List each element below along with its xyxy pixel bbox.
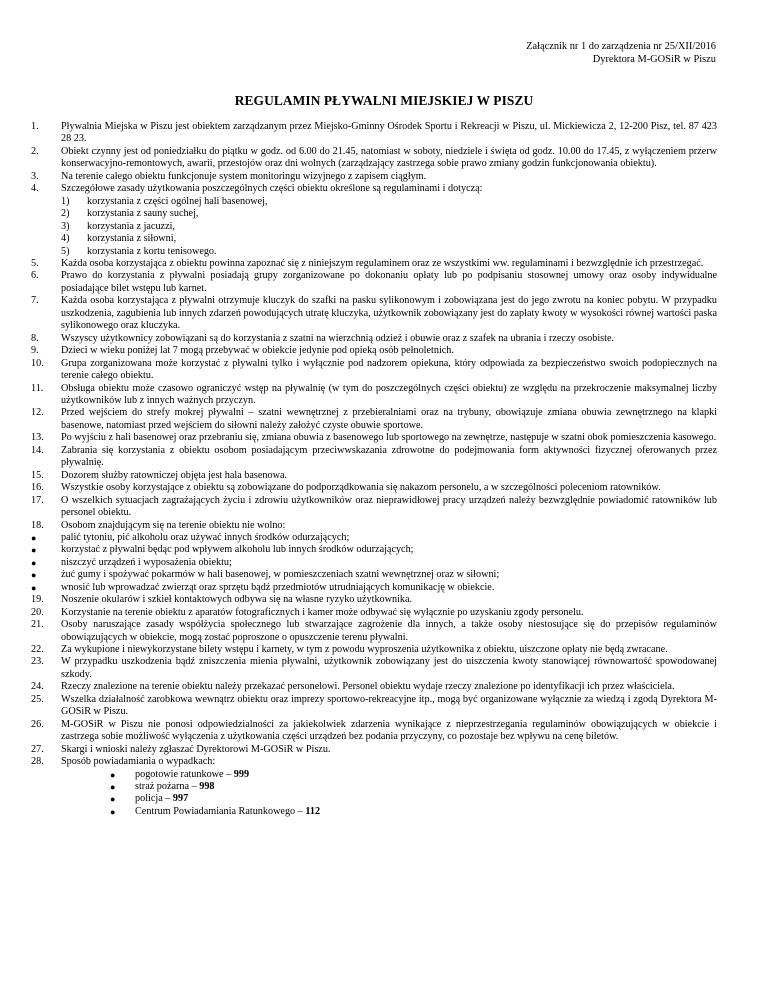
item-number: 22. <box>31 644 44 656</box>
item-text-content: Obiekt czynny jest od poniedziałku do piątku w godz. od 6.00 do 21.45, natomiast w soboty, niedziele i święta od godz. 10.00 do 17.45, z wyłączeniem przerw konserwacyjno-remontowych, awarii, przestojów oraz dni wolnych (zarządzający zastrzega sobie prawo zmiany godzin funkcjonowania obiektu). <box>61 145 717 170</box>
list-item <box>31 694 717 719</box>
item-text-content: Osobom znajdującym się na terenie obiektu nie wolno: <box>61 519 286 531</box>
item-number: 25. <box>31 693 44 705</box>
item-text-content: Każda osoba korzystająca z obiektu powinna zapoznać się z niniejszym regulaminem oraz ze wszystkimi ww. regulaminami i bezwzględnie ich przestrzegać. <box>61 257 704 269</box>
item-text <box>61 295 717 332</box>
contact-number: 999 <box>233 768 250 780</box>
item-number: 13. <box>31 432 44 444</box>
sub-item-text: korzystania z kortu tenisowego. <box>87 245 217 257</box>
contact-number: 997 <box>172 793 189 805</box>
item-text <box>61 121 717 146</box>
item-text-content: Przed wejściem do strefy mokrej pływalni – szatni wewnętrznej z przebieralniami oraz na trybuny, obowiązuje zmiana obuwia zewnętrznego na klapki basenowe, natomiast przed wejściem do siłowni należy założyć czyste obuwie sportowe. <box>61 407 717 431</box>
regulations-list <box>31 121 717 818</box>
item-number: 10. <box>31 357 44 369</box>
item-text-content: Osoby naruszające zasady współżycia społecznego lub stwarzające zagrożenie dla innych, a także osoby niestosujące się do przepisów regulaminów obowiązujących w obiekcie, mogą zostać poproszone o opuszczenie terenu pływalni. <box>61 619 717 643</box>
item-text <box>61 358 717 383</box>
item-text <box>61 681 717 693</box>
sub-item <box>61 196 717 208</box>
list-item <box>31 407 717 432</box>
bullet-icon: ● <box>110 806 116 817</box>
item-text <box>61 619 717 644</box>
item-number: 11. <box>31 382 44 394</box>
list-item <box>31 470 717 482</box>
bullet-text: wnosić lub wprowadzać zwierząt oraz sprzętu bądź przedmiotów utrudniających komunikację w obiekcie. <box>61 581 495 593</box>
sub-item-number: 1) <box>61 195 70 207</box>
item-text-content: M-GOSiR w Piszu nie ponosi odpowiedzialności za jakiekolwiek zdarzenia wynikające z nieprzestrzegania regulaminów obowiązujących w obiekcie i zastrzega sobie możliwość wyłączenia z użytkowania części urządzeń bez podania przyczyny, co pozostaje bez wpływu na cenę biletów. <box>61 718 717 743</box>
contact-item <box>110 781 717 793</box>
bullet-item <box>31 582 717 594</box>
bullet-item <box>31 557 717 569</box>
list-item <box>31 619 717 644</box>
sub-item-number: 3) <box>61 220 70 232</box>
item-text-content: Wszyscy użytkownicy zobowiązani są do korzystania z szatni na wierzchnią odzież i obuwie oraz z szafek na ubrania i rzeczy osobiste. <box>61 332 615 344</box>
contact-item <box>110 806 717 818</box>
contact-text <box>135 806 320 818</box>
list-item <box>31 183 717 258</box>
contact-label: Centrum Powiadamiania Ratunkowego – <box>135 805 306 817</box>
contact-item <box>110 769 717 781</box>
item-number: 9. <box>31 345 39 357</box>
item-text-content: Każda osoba korzystająca z pływalni otrzymuje kluczyk do szafki na pasku sylikonowym i zobowiązana jest do jego zwrotu na koniec pobytu. W przypadku uszkodzenia, zagubienia lub innych zdarzeń powodujących utratę kluczyka, użytkownik zobowiązany jest do zapłaty kwoty w wysokości równej wartości paska sylikonowego oraz kluczyka. <box>61 295 717 332</box>
item-text <box>61 258 717 270</box>
attachment-line-1: Załącznik nr 1 do zarządzenia nr 25/XII/2016 <box>526 41 716 52</box>
item-number: 23. <box>31 656 44 668</box>
item-text <box>61 470 717 482</box>
list-item <box>31 594 717 606</box>
contact-label: straż pożarna – <box>135 781 200 793</box>
bullet-icon: ● <box>31 545 37 556</box>
item-text-content: Prawo do korzystania z pływalni posiadają grupy zorganizowane po dokonaniu opłaty lub po podpisaniu stosownej umowy oraz osoby indywidualne posiadające bilet wstępu lub karnet. <box>61 270 717 294</box>
item-number: 6. <box>31 270 39 282</box>
contact-item <box>110 793 717 805</box>
item-number: 16. <box>31 482 44 494</box>
item-number: 1. <box>31 121 39 132</box>
item-text <box>61 495 717 520</box>
attachment-note <box>526 40 716 66</box>
item-text <box>61 482 717 494</box>
list-item <box>31 644 717 656</box>
item-text-content: Pływalnia Miejska w Piszu jest obiektem zarządzanym przez Miejsko-Gminny Ośrodek Sportu i Rekreacji w Piszu, ul. Mickiewicza 2, 12-200 Pisz, tel. 87 423 28 23. <box>61 121 717 145</box>
bullet-item <box>31 544 717 556</box>
item-text-content: W przypadku uszkodzenia bądź zniszczenia mienia pływalni, użytkownik zobowiązany jest do uiszczenia kwoty stanowiącej równowartość spowodowanej szkody. <box>61 656 717 680</box>
item-text <box>61 432 717 444</box>
list-item <box>31 445 717 470</box>
list-item <box>31 495 717 520</box>
item-text-content: Na terenie całego obiektu funkcjonuje system monitoringu wizyjnego z zapisem ciągłym. <box>61 170 427 182</box>
sub-item-number: 2) <box>61 208 70 220</box>
item-text <box>61 183 717 258</box>
list-item <box>31 607 717 619</box>
list-item <box>31 656 717 681</box>
bullet-icon: ● <box>110 794 116 805</box>
contact-number: 998 <box>199 781 215 793</box>
list-item <box>31 345 717 357</box>
list-item <box>31 121 717 146</box>
item-text <box>61 345 717 357</box>
bullet-text: niszczyć urządzeń i wyposażenia obiektu; <box>61 556 232 568</box>
item-text <box>61 445 717 470</box>
item-text <box>61 656 717 681</box>
item-text-content: O wszelkich sytuacjach zagrażających życiu i zdrowiu użytkowników oraz nieprawidłowej pracy urządzeń należy bezwzględnie powiadomić ratowników lub personel obiektu. <box>61 494 717 519</box>
list-item <box>31 146 717 171</box>
item-number: 14. <box>31 444 44 456</box>
item-text <box>61 756 717 768</box>
sub-item <box>61 233 717 245</box>
bullet-icon: ● <box>31 582 37 593</box>
bullet-icon: ● <box>31 557 37 568</box>
sub-item <box>61 221 717 233</box>
list-item <box>31 358 717 383</box>
item-text-content: Za wykupione i niewykorzystane bilety wstępu i karnety, w tym z powodu wyproszenia użytkownika z obiektu, uiszczone opłaty nie będą zwracane. <box>61 644 668 656</box>
item-text <box>61 171 717 183</box>
list-item <box>31 171 717 183</box>
item-text-content: Skargi i wnioski należy zgłaszać Dyrektorowi M-GOSiR w Piszu. <box>61 743 331 755</box>
item-number: 2. <box>31 145 39 157</box>
item-number: 5. <box>31 257 39 269</box>
sub-item-text: korzystania z jacuzzi, <box>87 220 175 232</box>
item-text <box>61 644 717 656</box>
item-text-content: Noszenie okularów i szkieł kontaktowych odbywa się na własne ryzyko użytkownika. <box>61 594 413 606</box>
sub-item-number: 5) <box>61 245 70 257</box>
sub-item-text: korzystania z sauny suchej, <box>87 208 199 220</box>
item-text <box>61 270 717 295</box>
item-number: 7. <box>31 295 39 307</box>
item-text-content: Korzystanie na terenie obiektu z aparatów fotograficznych i kamer może odbywać się wyłącznie po uzyskaniu zgody personelu. <box>61 606 584 618</box>
item-text <box>61 594 717 606</box>
item-text <box>61 607 717 619</box>
contact-text <box>135 793 188 805</box>
list-item <box>31 383 717 408</box>
document-title: REGULAMIN PŁYWALNI MIEJSKIEJ W PISZU <box>234 93 534 108</box>
item-number: 21. <box>31 619 44 631</box>
bullet-text: palić tytoniu, pić alkoholu oraz używać innych środków odurzających; <box>61 531 350 543</box>
item-text-content: Wszystkie osoby korzystające z obiektu są zobowiązane do podporządkowania się nakazom personelu, a w szczególności poleceniom ratowników. <box>61 482 661 494</box>
contact-number: 112 <box>305 805 321 817</box>
list-item <box>31 295 717 332</box>
item-text-content: Sposób powiadamiania o wypadkach: <box>61 756 216 768</box>
item-text-content: Po wyjściu z hali basenowej oraz przebraniu się, zmiana obuwia z basenowego lub sportowego na zewnętrze, następuje w szatni obok pomieszczenia kasowego. <box>61 432 717 444</box>
item-number: 26. <box>31 718 44 730</box>
list-item <box>31 719 717 744</box>
contact-text <box>135 781 215 793</box>
item-number: 27. <box>31 743 44 755</box>
item-number: 20. <box>31 606 44 618</box>
item-number: 15. <box>31 469 44 481</box>
item-text-content: Szczegółowe zasady użytkowania poszczególnych części obiektu określone są regulaminami i dotyczą: <box>61 183 483 195</box>
list-item <box>31 520 717 532</box>
item-text <box>61 407 717 432</box>
sub-item <box>61 208 717 220</box>
sub-item-number: 4) <box>61 233 70 245</box>
list-item <box>31 756 717 768</box>
list-item <box>31 744 717 756</box>
contact-text <box>135 769 249 781</box>
list-item <box>31 482 717 494</box>
bullet-text: korzystać z pływalni będąc pod wpływem alkoholu lub innych środków odurzających; <box>61 544 414 556</box>
list-item <box>31 333 717 345</box>
item-text <box>61 146 717 171</box>
item-number: 17. <box>31 494 44 506</box>
sub-item-text: korzystania z części ogólnej hali basenowej, <box>87 195 268 207</box>
item-text <box>61 719 717 744</box>
item-text <box>61 520 717 532</box>
item-text <box>61 333 717 345</box>
sub-item-text: korzystania z siłowni, <box>87 233 177 245</box>
item-text-content: Rzeczy znalezione na terenie obiektu należy przekazać personelowi. Personel obiektu wydaje rzeczy znalezione po identyfikacji ich przez właściciela. <box>61 681 675 693</box>
item-text-content: Obsługa obiektu może czasowo ograniczyć wstęp na pływalnię (w tym do poszczególnych części obiektu) ze względu na przekroczenie maksymalnej liczby użytkowników lub z innych ważnych przyczyn. <box>61 382 717 406</box>
item-text-content: Zabrania się korzystania z obiektu osobom posiadającym przeciwwskazania zdrowotne do podejmowania form aktywności fizycznej oferowanych przez pływalnię. <box>61 444 717 469</box>
bullet-icon: ● <box>31 570 37 581</box>
contact-label: pogotowie ratunkowe – <box>135 768 234 780</box>
item-number: 8. <box>31 332 39 344</box>
sub-item <box>61 246 717 258</box>
item-text-content: Wszelka działalność zarobkowa wewnątrz obiektu oraz imprezy sportowo-rekreacyjne itp., mogą być organizowane wyłącznie za wiedzą i zgodą Dyrektora M-GOSiR w Piszu. <box>61 693 717 718</box>
item-number: 12. <box>31 407 44 419</box>
item-text <box>61 694 717 719</box>
list-item <box>31 258 717 270</box>
bullet-icon: ● <box>31 532 37 543</box>
item-text-content: Grupa zorganizowana może korzystać z pływalni tylko i wyłącznie pod nadzorem opiekuna, który odpowiada za bezpieczeństwo swoich podopiecznych na terenie całego obiektu. <box>61 357 717 382</box>
attachment-line-2: Dyrektora M-GOSiR w Piszu <box>592 54 716 65</box>
bullet-icon: ● <box>110 769 116 780</box>
item-text-content: Dozorem służby ratowniczej objęta jest hala basenowa. <box>61 469 288 481</box>
item-number: 24. <box>31 681 44 693</box>
bullet-item <box>31 569 717 581</box>
item-number: 4. <box>31 183 39 195</box>
bullet-item <box>31 532 717 544</box>
list-item <box>31 432 717 444</box>
item-number: 28. <box>31 756 44 768</box>
list-item <box>31 270 717 295</box>
item-text-content: Dzieci w wieku poniżej lat 7 mogą przebywać w obiekcie jedynie pod opieką osób pełnoletnich. <box>61 345 454 357</box>
item-text <box>61 744 717 756</box>
item-number: 19. <box>31 594 44 606</box>
contact-label: policja – <box>135 793 173 805</box>
emergency-contacts <box>31 769 717 819</box>
bullet-icon: ● <box>110 782 116 793</box>
item-number: 3. <box>31 170 39 182</box>
bullet-text: żuć gumy i spożywać pokarmów w hali basenowej, w pomieszczeniach szatni wewnętrznej oraz w siłowni; <box>61 569 500 581</box>
item-text <box>61 383 717 408</box>
item-number: 18. <box>31 519 44 531</box>
list-item <box>31 681 717 693</box>
